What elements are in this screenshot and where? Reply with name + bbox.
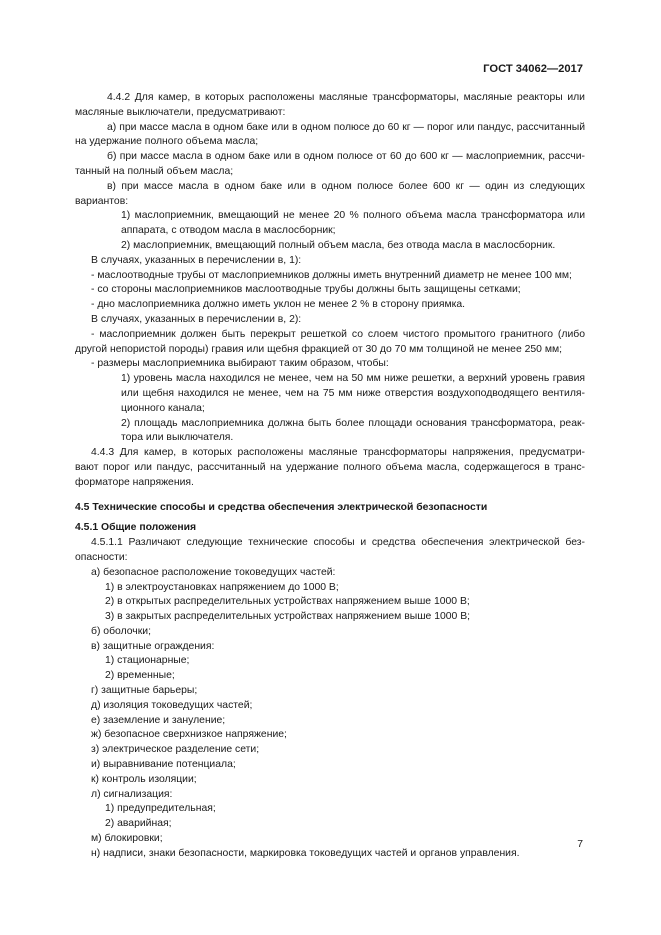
text-line: - со стороны маслоприемников маслоотводные трубы должны быть защищены сетками;	[91, 284, 521, 296]
text-line: - размеры маслоприемника выбирают таким образом, чтобы:	[91, 358, 389, 370]
text-line: танный на полный объем масла;	[75, 165, 234, 177]
text-line: б) оболочки;	[91, 625, 151, 637]
text-line: 2) временные;	[105, 670, 175, 682]
text-line: 4.4.2 Для камер, в которых расположены масляные трансформаторы, масляные реакторы или	[107, 92, 585, 103]
text-line: 2) площадь маслоприемника должна быть более площади основания трансформатора, реак-	[121, 417, 585, 429]
text-line: 2) в открытых распределительных устройствах напряжением выше 1000 В;	[105, 596, 470, 608]
text-line: ж) безопасное сверхнизкое напряжение;	[91, 729, 287, 741]
text-line: к) контроль изоляции;	[91, 773, 197, 785]
text-line: г) защитные барьеры;	[91, 685, 198, 697]
text-line: 2) маслоприемник, вмещающий полный объем масла, без отвода масла в маслосборник.	[121, 239, 556, 251]
text-line: - маслоотводные трубы от маслоприемников должны иметь внутренний диаметр не менее 100 мм;	[91, 269, 572, 281]
section-4-5-1-text	[75, 536, 585, 862]
text-line: В случаях, указанных в перечислении в, 2):	[91, 313, 302, 325]
text-line: вают порог или пандус, рассчитанный на удержание полного объема масла, содержащегося в транс-	[75, 461, 585, 473]
text-line: а) безопасное расположение токоведущих частей:	[91, 566, 336, 578]
text-line: вариантов:	[75, 195, 129, 207]
text-line: в) при массе масла в одном баке или в одном полюсе более 600 кг — один из следующих	[107, 180, 585, 192]
text-line: е) заземление и зануление;	[91, 714, 226, 726]
text-line: н) надписи, знаки безопасности, маркировка токоведущих частей и органов управления.	[91, 847, 520, 859]
text-line: форматоре напряжения.	[75, 476, 194, 488]
text-line: 3) в закрытых распределительных устройствах напряжением выше 1000 В;	[105, 611, 471, 623]
text-line: другой непористой породы) гравия или щебня фракцией от 30 до 70 мм толщиной не менее 250 мм;	[75, 343, 563, 355]
page-number: 7	[577, 839, 583, 851]
text-line: м) блокировки;	[91, 833, 163, 845]
text-line: масляные выключатели, предусматривают:	[75, 106, 286, 118]
text-line: 1) уровень масла находился не менее, чем на 50 мм ниже решетки, а верхний уровень гравия	[121, 373, 585, 385]
text-line: на удержание полного объема масла;	[75, 136, 259, 148]
text-line: - дно маслоприемника должно иметь уклон не менее 2 % в сторону приямка.	[91, 299, 466, 311]
text-line: 1) маслоприемник, вмещающий не менее 20 % полного объема масла трансформатора или	[121, 210, 585, 222]
text-line: 1) в электроустановках напряжением до 1000 В;	[105, 581, 339, 593]
text-line: в) защитные ограждения:	[91, 640, 215, 652]
section-4-5-heading: 4.5 Технические способы и средства обеспечения электрической безопасности	[75, 501, 488, 513]
text-line: и) выравнивание потенциала;	[91, 759, 236, 771]
section-4-5-1-heading: 4.5.1 Общие положения	[75, 522, 197, 534]
text-line: - маслоприемник должен быть перекрыт решеткой со слоем чистого промытого гранитного (либо	[91, 328, 585, 340]
text-line: 4.5.1.1 Различают следующие технические способы и средства обеспечения электрической без-	[91, 537, 585, 549]
text-line: ционного канала;	[121, 402, 205, 414]
text-line: 1) предупредительная;	[105, 803, 216, 815]
text-line: а) при массе масла в одном баке или в одном полюсе до 60 кг — порог или пандус, рассчитанный	[107, 121, 585, 133]
document-code: ГОСТ 34062—2017	[483, 63, 583, 75]
text-line: 4.4.3 Для камер, в которых расположены масляные трансформаторы напряжения, предусматри-	[91, 447, 585, 459]
text-line: тора или выключателя.	[121, 432, 234, 444]
text-line: В случаях, указанных в перечислении в, 1):	[91, 254, 302, 266]
text-line: опасности:	[75, 551, 128, 563]
text-line: 2) аварийная;	[105, 818, 172, 830]
text-line: л) сигнализация:	[91, 788, 173, 800]
text-line: з) электрическое разделение сети;	[91, 744, 260, 756]
text-line: д) изоляция токоведущих частей;	[91, 699, 253, 711]
text-line: 1) стационарные;	[105, 655, 190, 667]
text-line: б) при массе масла в одном баке или в одном полюсе от 60 до 600 кг — маслоприемник, рассчи-	[107, 151, 585, 163]
document-body	[75, 91, 585, 862]
text-line: или щебня находился не менее, чем на 75 мм ниже отверстия воздухоподводящего вентиля-	[121, 387, 585, 399]
section-4-4-text	[75, 91, 585, 491]
text-line: аппарата, с отводом масла в маслосборник;	[121, 225, 336, 237]
